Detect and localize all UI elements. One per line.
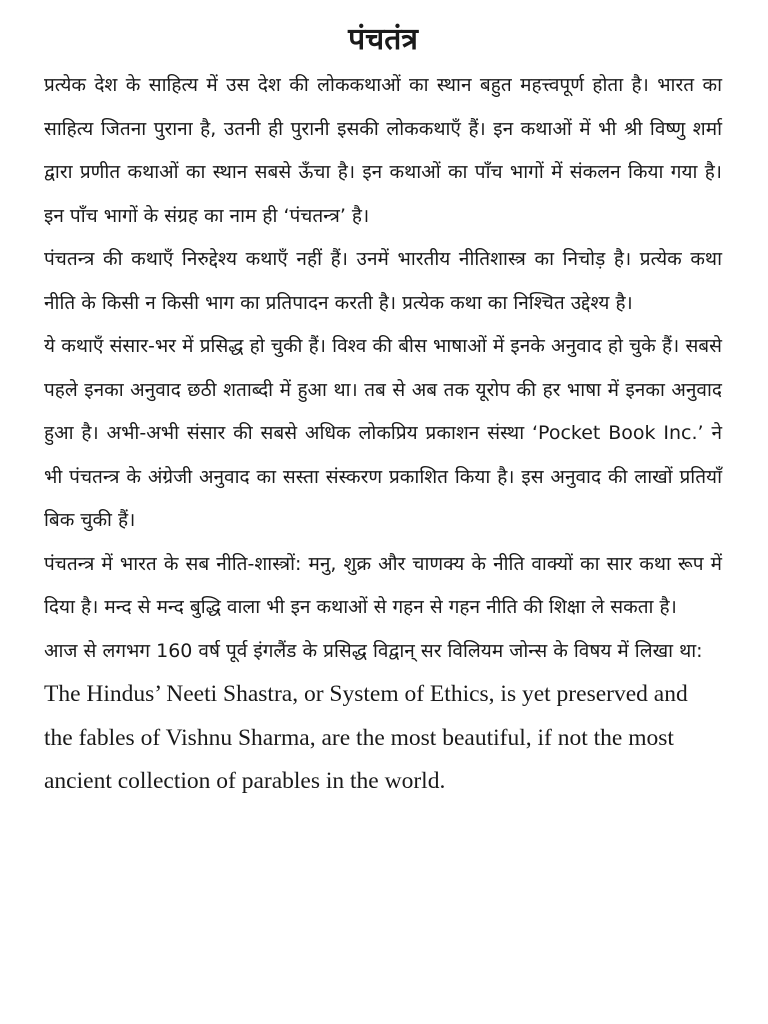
paragraph-william-jones: आज से लगभग 160 वर्ष पूर्व इंगलैंड के प्रसिद्ध विद्वान् सर विलियम जोन्स के विषय में लिखा था:: [44, 639, 703, 662]
english-quote: The Hindus’ Neeti Shastra, or System of Ethics, is yet preserved and the fables of Vishnu Sharma, are the most beautiful, if not the most ancient collection of parables in the world.: [44, 681, 688, 794]
page-title: पंचतंत्र: [348, 22, 418, 57]
paragraph-neeti-shastra: पंचतन्त्र में भारत के सब नीति-शास्त्रों: मनु, शुक्र और चाणक्य के नीति वाक्यों का सार कथा रूप में दिया है। मन्द से मन्द बुद्धि वाला भी इन कथाओं से गहन से गहन नीति की शिक्षा ले सकता है।: [44, 552, 722, 618]
paragraph-intro: प्रत्येक देश के साहित्य में उस देश की लोककथाओं का स्थान बहुत महत्त्वपूर्ण होता है। भारत का साहित्य जितना पुराना है, उतनी ही पुरानी इसकी लोककथाएँ हैं। इन कथाओं में भी श्री विष्णु शर्मा द्वारा प्रणीत कथाओं का स्थान सबसे ऊँचा है। इन कथाओं का पाँच भागों में संकलन किया गया है। इन पाँच भागों के संग्रह का नाम ही ‘पंचतन्त्र’ है।: [44, 74, 722, 227]
paragraph-translations: ये कथाएँ संसार-भर में प्रसिद्ध हो चुकी हैं। विश्व की बीस भाषाओं में इनके अनुवाद हो चुके हैं। सबसे पहले इनका अनुवाद छठी शताब्दी में हुआ था। तब से अब तक यूरोप की हर भाषा में इनका अनुवाद हुआ है। अभी-अभी संसार की सबसे अधिक लोकप्रिय प्रकाशन संस्था ‘Pocket Book Inc.’ ने भी पंचतन्त्र के अंग्रेजी अनुवाद का सस्ता संस्करण प्रकाशित किया है। इस अनुवाद की लाखों प्रतियाँ बिक चुकी हैं।: [44, 335, 723, 531]
paragraph-purpose: पंचतन्त्र की कथाएँ निरुद्देश्य कथाएँ नहीं हैं। उनमें भारतीय नीतिशास्त्र का निचोड़ है। प्रत्येक कथा नीति के किसी न किसी भाग का प्रतिपादन करती है। प्रत्येक कथा का निश्चित उद्देश्य है।: [44, 248, 722, 314]
